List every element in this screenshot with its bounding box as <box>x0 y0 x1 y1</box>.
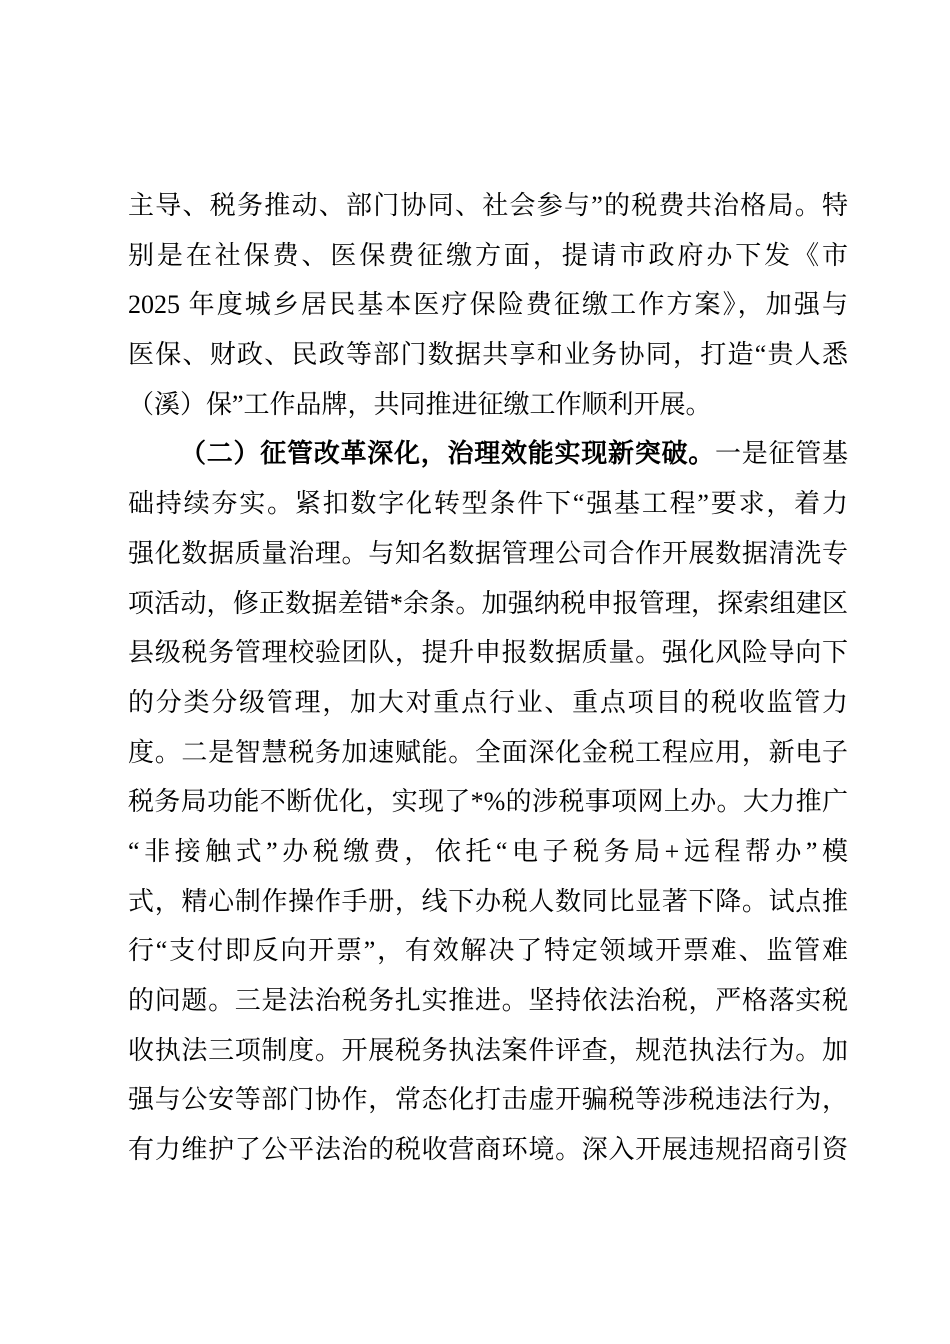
heading-run: （二）征管改革深化，治理效能实现新突破。 <box>180 439 715 469</box>
text-run: 强化数据质量治理。与知名数据管理公司合作开展数据清洗专 <box>128 538 848 568</box>
text-line <box>128 280 848 330</box>
text-run: 税务局功能不断优化，实现了*%的涉税事项网上办。大力推广 <box>128 787 848 817</box>
text-line <box>128 479 848 529</box>
text-line <box>128 827 848 877</box>
text-line <box>128 926 848 976</box>
text-line <box>128 628 848 678</box>
text-run: 度。二是智慧税务加速赋能。全面深化金税工程应用，新电子 <box>128 737 848 767</box>
text-run: 主导、税务推动、部门协同、社会参与”的税费共治格局。特 <box>128 191 848 220</box>
text-run: 式，精心制作操作手册，线下办税人数同比显著下降。试点推 <box>128 886 848 916</box>
text-line <box>128 579 848 629</box>
text-run: 项活动，修正数据差错*余条。加强纳税申报管理，探索组建区 <box>128 588 848 618</box>
text-run: 县级税务管理校验团队，提升申报数据质量。强化风险导向下 <box>128 638 848 668</box>
text-line <box>128 728 848 778</box>
text-run: 强与公安等部门协作，常态化打击虚开骗税等涉税违法行为， <box>128 1085 848 1115</box>
text-line <box>128 380 848 430</box>
text-run: 行“支付即反向开票”，有效解决了特定领域开票难、监管难 <box>128 936 848 966</box>
text-line <box>128 1026 848 1076</box>
text-line <box>128 529 848 579</box>
text-line <box>128 1075 848 1125</box>
text-run: “非接触式”办税缴费，依托“电子税务局+远程帮办”模 <box>128 836 848 866</box>
text-run: 有力维护了公平法治的税收营商环境。深入开展违规招商引资 <box>128 1135 848 1165</box>
text-run: 础持续夯实。紧扣数字化转型条件下“强基工程”要求，着力 <box>128 489 848 519</box>
text-line <box>128 976 848 1026</box>
document-body <box>128 181 848 1175</box>
text-run: 一是征管基 <box>714 439 848 469</box>
text-line <box>128 181 848 231</box>
text-line <box>128 1125 848 1175</box>
text-run: 医保、财政、民政等部门数据共享和业务协同，打造“贵人悉 <box>128 340 848 370</box>
text-line <box>128 678 848 728</box>
text-run: 的问题。三是法治税务扎实推进。坚持依法治税，严格落实税 <box>128 986 848 1015</box>
text-run: 的分类分级管理，加大对重点行业、重点项目的税收监管力 <box>128 687 848 717</box>
text-line <box>128 330 848 380</box>
text-line <box>128 777 848 827</box>
text-run: 别是在社保费、医保费征缴方面，提请市政府办下发《市 <box>128 240 848 270</box>
text-line <box>128 429 848 479</box>
text-line <box>128 877 848 927</box>
text-line <box>128 231 848 281</box>
text-run: （溪）保”工作品牌，共同推进征缴工作顺利开展。 <box>128 389 712 419</box>
text-run: 收执法三项制度。开展税务执法案件评查，规范执法行为。加 <box>128 1035 848 1065</box>
text-run: 2025 年度城乡居民基本医疗保险费征缴工作方案》，加强与 <box>128 290 848 320</box>
